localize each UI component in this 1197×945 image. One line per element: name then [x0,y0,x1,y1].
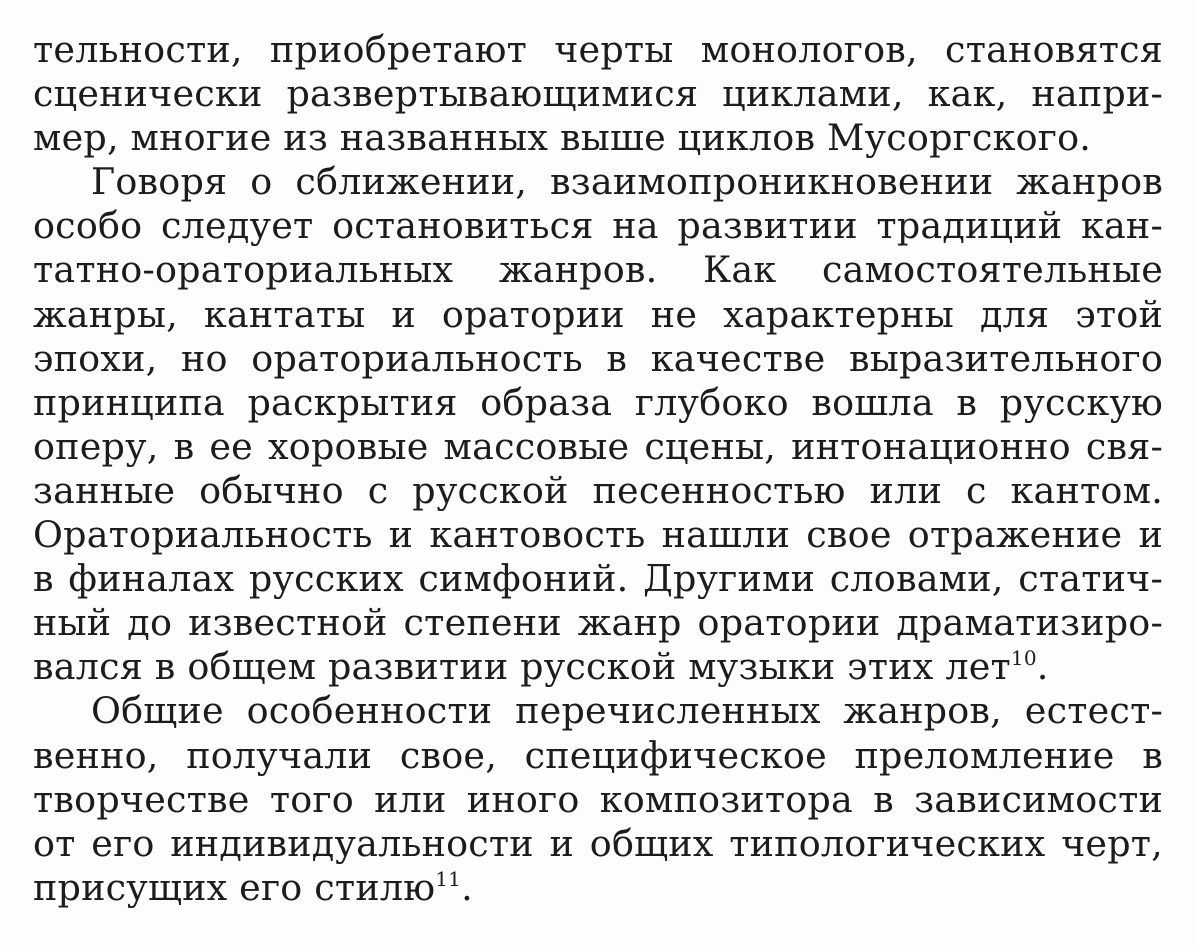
text-line [33,557,1163,601]
text-line [33,734,1163,778]
line-text: оперу, в ее хоровые массовые сцены, интонационно свя- [33,424,1163,468]
footnote-marker: 11 [435,866,462,891]
line-text: занные обычно с русской песенностью или с кантом. [33,468,1163,512]
line-text: особо следует остановиться на развитии традиций кан- [33,204,1163,248]
text-line [33,160,1163,204]
text-line [33,425,1163,469]
text-line [33,513,1163,557]
line-punctuation: . [461,865,473,909]
body-text [33,28,1163,910]
text-line [33,601,1163,645]
text-line [33,381,1163,425]
line-text: мер, многие из названных выше циклов Мусоргского. [33,116,1092,160]
line-text: в финалах русских симфоний. Другими словами, статич- [33,557,1163,601]
line-text: творчестве того или иного композитора в зависимости [33,777,1163,821]
text-line [33,689,1163,733]
line-text: принципа раскрытия образа глубоко вошла в русскую [33,380,1163,424]
line-text: присущих его стилю [33,865,436,909]
text-line [33,822,1163,866]
text-line [33,866,1163,910]
text-line [33,337,1163,381]
text-line [33,204,1163,248]
text-line [33,469,1163,513]
line-text: от его индивидуальности и общих типологических черт, [33,821,1163,865]
line-text: Ораториальность и кантовость нашли свое отражение и [33,513,1163,557]
text-line [33,72,1163,116]
footnote-marker: 10 [1010,646,1037,671]
text-line [33,116,1163,160]
line-text: венно, получали свое, специфическое преломление в [33,733,1163,777]
line-text: сценически развертывающимися циклами, как, напри- [33,72,1163,116]
text-line [33,293,1163,337]
line-punctuation: . [1036,645,1049,689]
line-text: Говоря о сближении, взаимопроникновении жанров [91,160,1163,204]
text-line [33,645,1163,689]
line-text: жанры, кантаты и оратории не характерны для этой [33,292,1163,336]
line-text: татно-ораториальных жанров. Как самостоятельные [33,248,1163,292]
line-text: тельности, приобретают черты монологов, становятся [33,28,1163,71]
line-text: эпохи, но ораториальность в качестве выразительного [33,336,1163,380]
line-text: Общие особенности перечисленных жанров, естест- [91,689,1163,733]
text-line [33,248,1163,292]
text-line [33,28,1163,72]
paragraph [33,160,1163,689]
paragraph [33,28,1163,160]
line-text: вался в общем развитии русской музыки этих лет [33,645,1011,689]
line-text: ный до известной степени жанр оратории драматизиро- [33,601,1163,645]
text-line [33,778,1163,822]
paragraph [33,689,1163,909]
